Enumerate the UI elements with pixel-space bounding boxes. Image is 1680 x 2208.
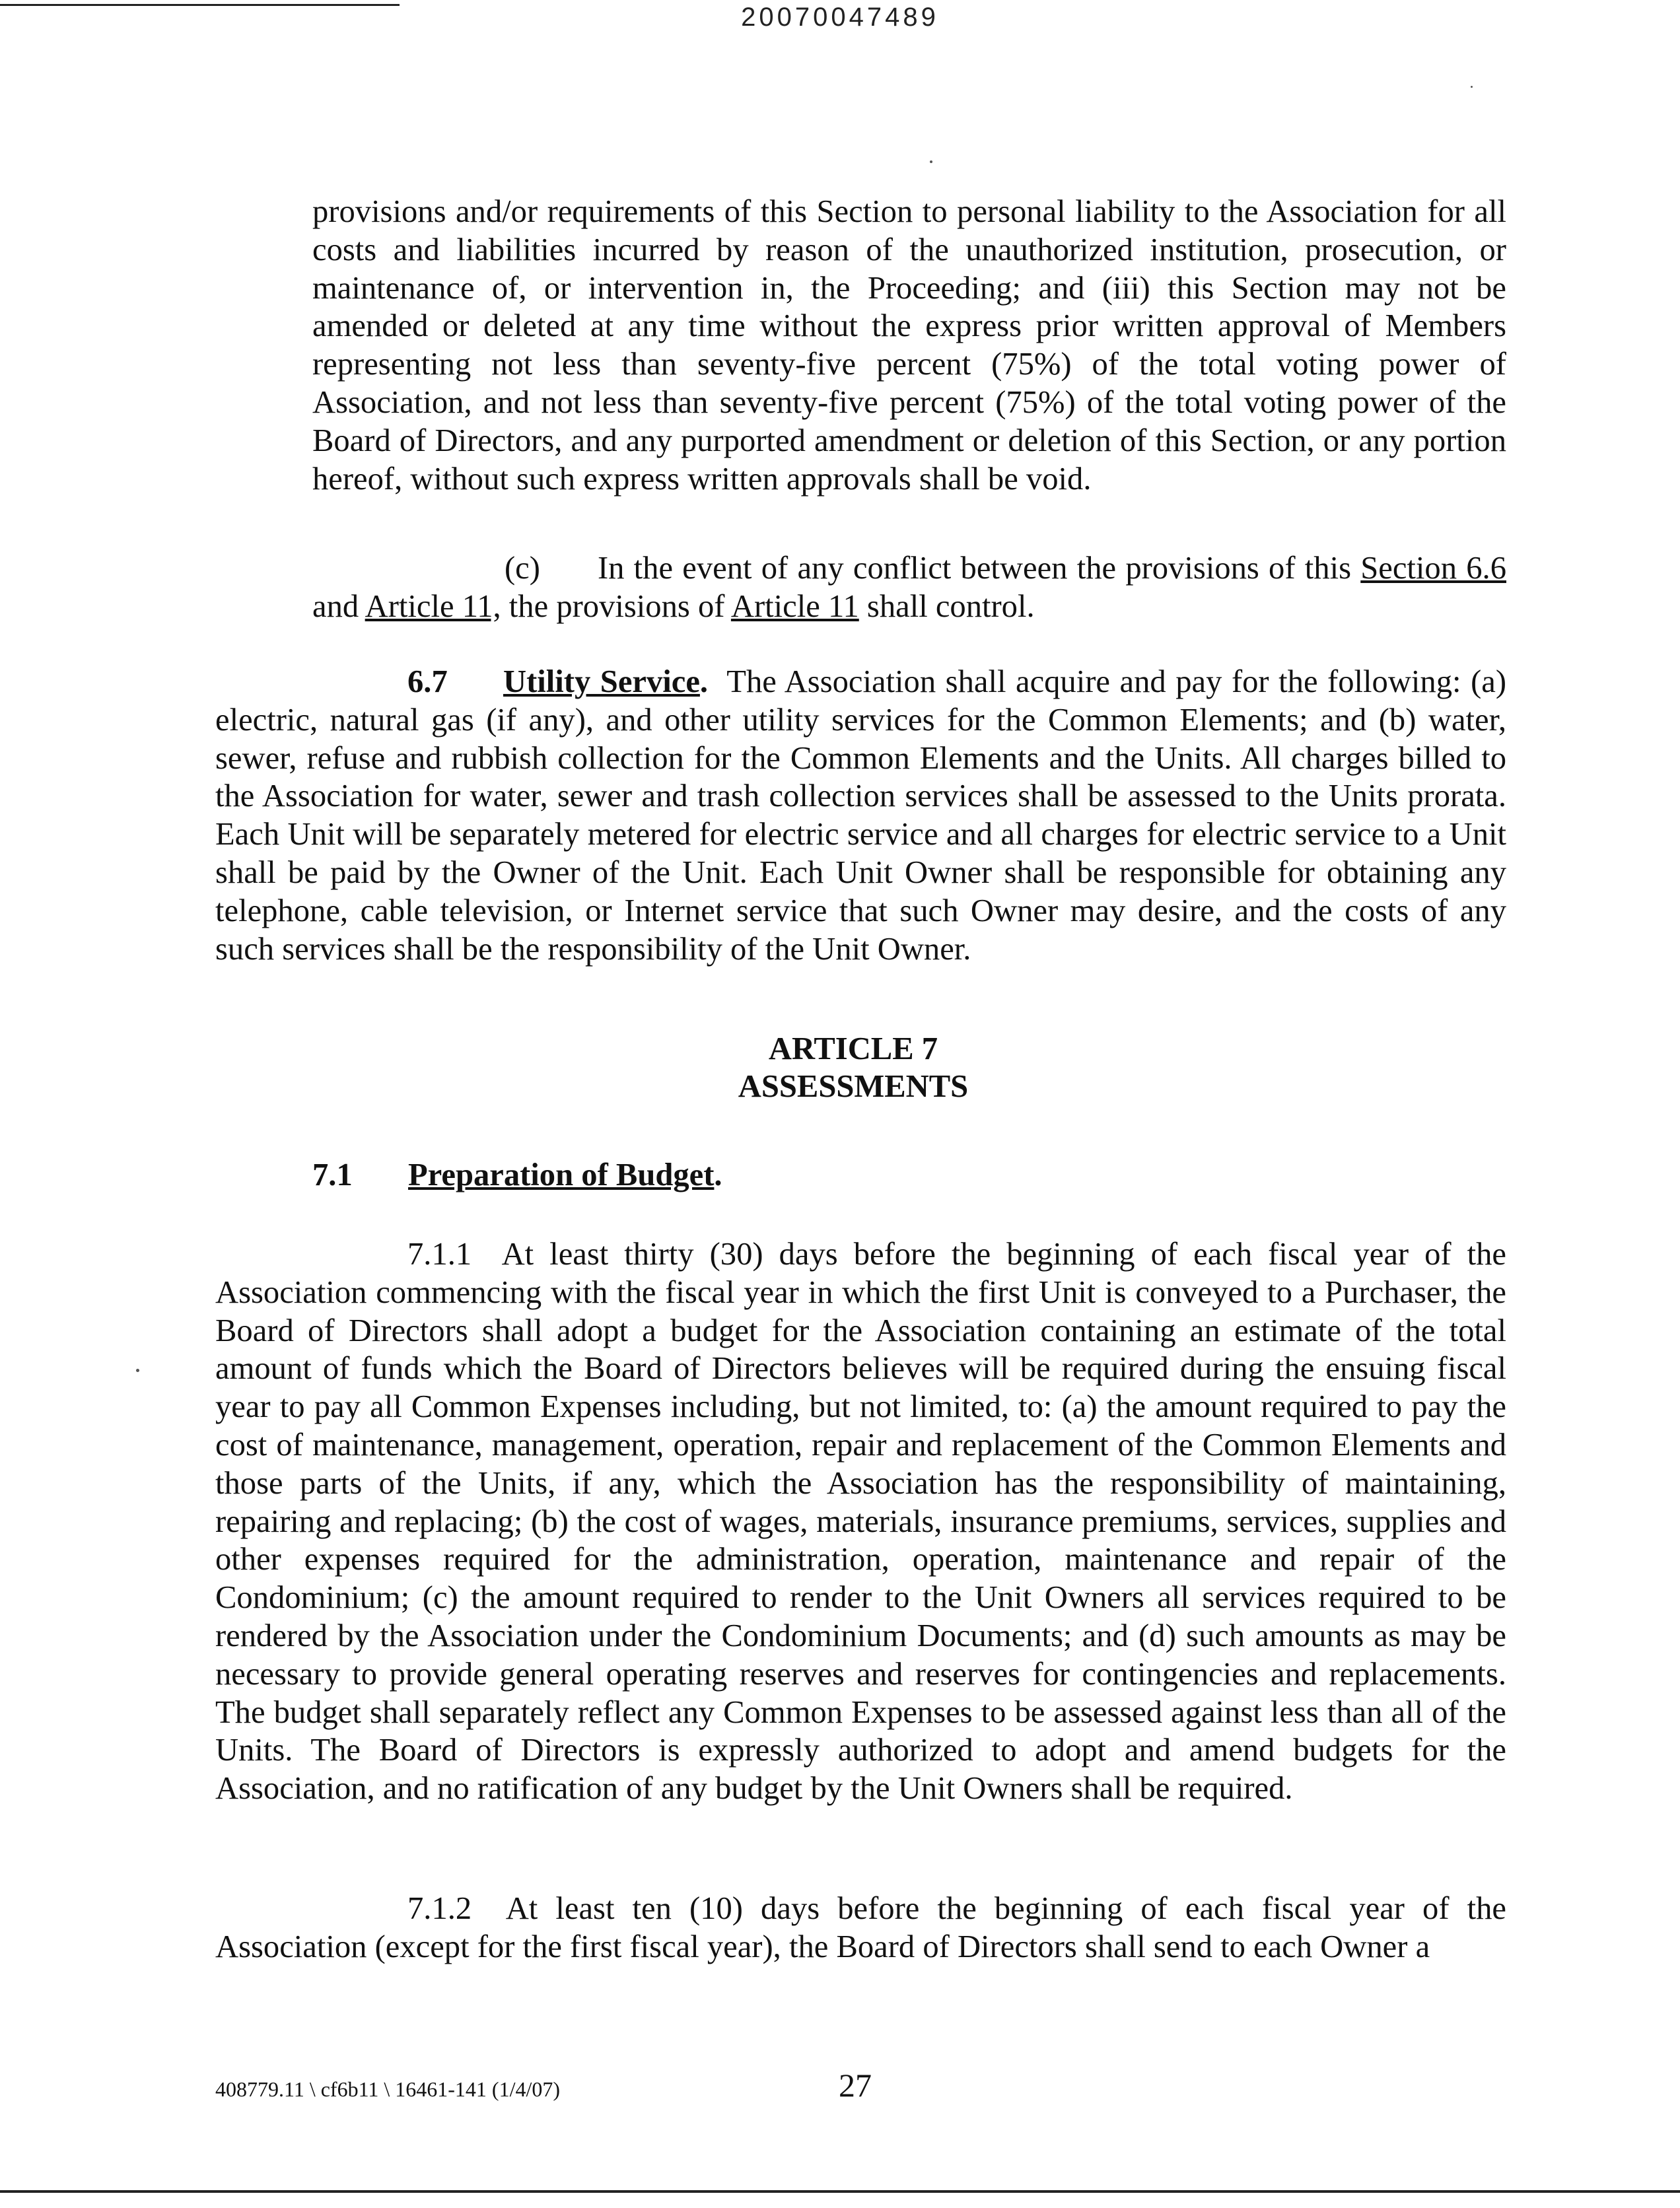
- page-number: 27: [839, 2067, 872, 2104]
- section-6-7-body: The Association shall acquire and pay for the following: (a) electric, natural gas (if any), and other utility services for the Common Elements; and (b) water, sewer, refuse and rubbish collection for the Common Elements and the Units. All charges billed to the Association for water, sewer and trash collection services shall be assessed to the Units prorata. Each Unit will be separately metered for electric service and all charges for electric service to a Unit shall be paid by the Owner of the Unit. Each Unit Owner shall be responsible for obtaining any telephone, cable television, or Internet service that such Owner may desire, and the costs of any such services shall be the responsibility of the Unit Owner.: [215, 664, 1506, 967]
- section-7-1-heading: [312, 1156, 722, 1194]
- scan-speck: [136, 1369, 139, 1372]
- section-7-1-number: 7.1: [312, 1157, 353, 1192]
- paragraph-7-1-1-text: At least thirty (30) days before the beginning of each fiscal year of the Association commencing with the fiscal year in which the first Unit is conveyed to a Purchaser, the Board of Directors shall adopt a budget for the Association containing an estimate of the total amount of funds which the Board of Directors believes will be required during the ensuing fiscal year to pay all Common Expenses including, but not limited, to: (a) the amount required to pay the cost of maintenance, management, operation, repair and replacement of the Common Elements and those parts of the Units, if any, which the Association has the responsibility of maintaining, repairing and replacing; (b) the cost of wages, materials, insurance premiums, services, supplies and other expenses required for the administration, operation, maintenance and repair of the Condominium; (c) the amount required to render to the Unit Owners all services required to be rendered by the Association under the Condominium Documents; and (d) such amounts as may be necessary to provide general operating reserves and reserves for contingencies and replacements. The budget shall separately reflect any Common Expenses to be assessed against less than all of the Units. The Board of Directors is expressly authorized to adopt and amend budgets for the Association, and no ratification of any budget by the Unit Owners shall be required.: [215, 1236, 1506, 1807]
- document-number: 20070047489: [741, 3, 939, 32]
- section-6-6-b-continuation: provisions and/or requirements of this Section to personal liability to the Association for all costs and liabilities incurred by reason of the unauthorized institution, prosecution, or maintenance of, or intervention in, the Proceeding; and (iii) this Section may not be amended or deleted at any time without the express prior written approval of Members representing not less than seventy-five percent (75%) of the total voting power of Association, and not less than seventy-five percent (75%) of the total voting power of the Board of Directors, and any purported amendment or deletion of this Section, or any portion hereof, without such express written approvals shall be void.: [312, 193, 1506, 497]
- paragraph-7-1-2-text: At least ten (10) days before the beginning of each fiscal year of the Association (except for the first fiscal year), the Board of Directors shall send to each Owner a: [215, 1890, 1506, 1964]
- scan-speck: [930, 160, 932, 163]
- footer-file-reference: 408779.11 \ cf6b11 \ 16461-141 (1/4/07): [215, 2077, 561, 2101]
- article-label: ARTICLE 7: [768, 1031, 938, 1066]
- ref-article-11-b: Article 11: [730, 588, 859, 624]
- paragraph-7-1-1: [215, 1235, 1506, 1808]
- ref-section-6-6: Section 6.6: [1360, 550, 1506, 586]
- section-6-7-title-period: .: [699, 664, 709, 699]
- c-text-4: shall control.: [858, 588, 1035, 624]
- section-7-1-title-period: .: [714, 1157, 722, 1192]
- section-6-6-c-paragraph: [312, 549, 1506, 626]
- paragraph-7-1-1-number: 7.1.1: [407, 1236, 472, 1272]
- c-text-2: and: [312, 588, 365, 624]
- article-7-heading: [0, 1030, 1680, 1105]
- section-6-7-paragraph: [215, 663, 1506, 968]
- bottom-border-rule: [0, 2190, 1680, 2193]
- article-title: ASSESSMENTS: [738, 1068, 969, 1104]
- paragraph-7-1-2: [215, 1890, 1506, 1966]
- ref-article-11-a: Article 11,: [365, 588, 501, 624]
- c-text-3: the provisions of: [501, 588, 731, 624]
- section-7-1-title: Preparation of Budget: [408, 1157, 715, 1192]
- paragraph-7-1-2-number: 7.1.2: [407, 1890, 472, 1926]
- paragraph-label-c: (c): [505, 550, 540, 586]
- scan-speck: [1471, 86, 1473, 88]
- section-6-7-number: 6.7: [407, 664, 448, 699]
- section-6-7-title: Utility Service: [503, 664, 700, 699]
- c-text-1: In the event of any conflict between the provisions of this: [597, 550, 1361, 586]
